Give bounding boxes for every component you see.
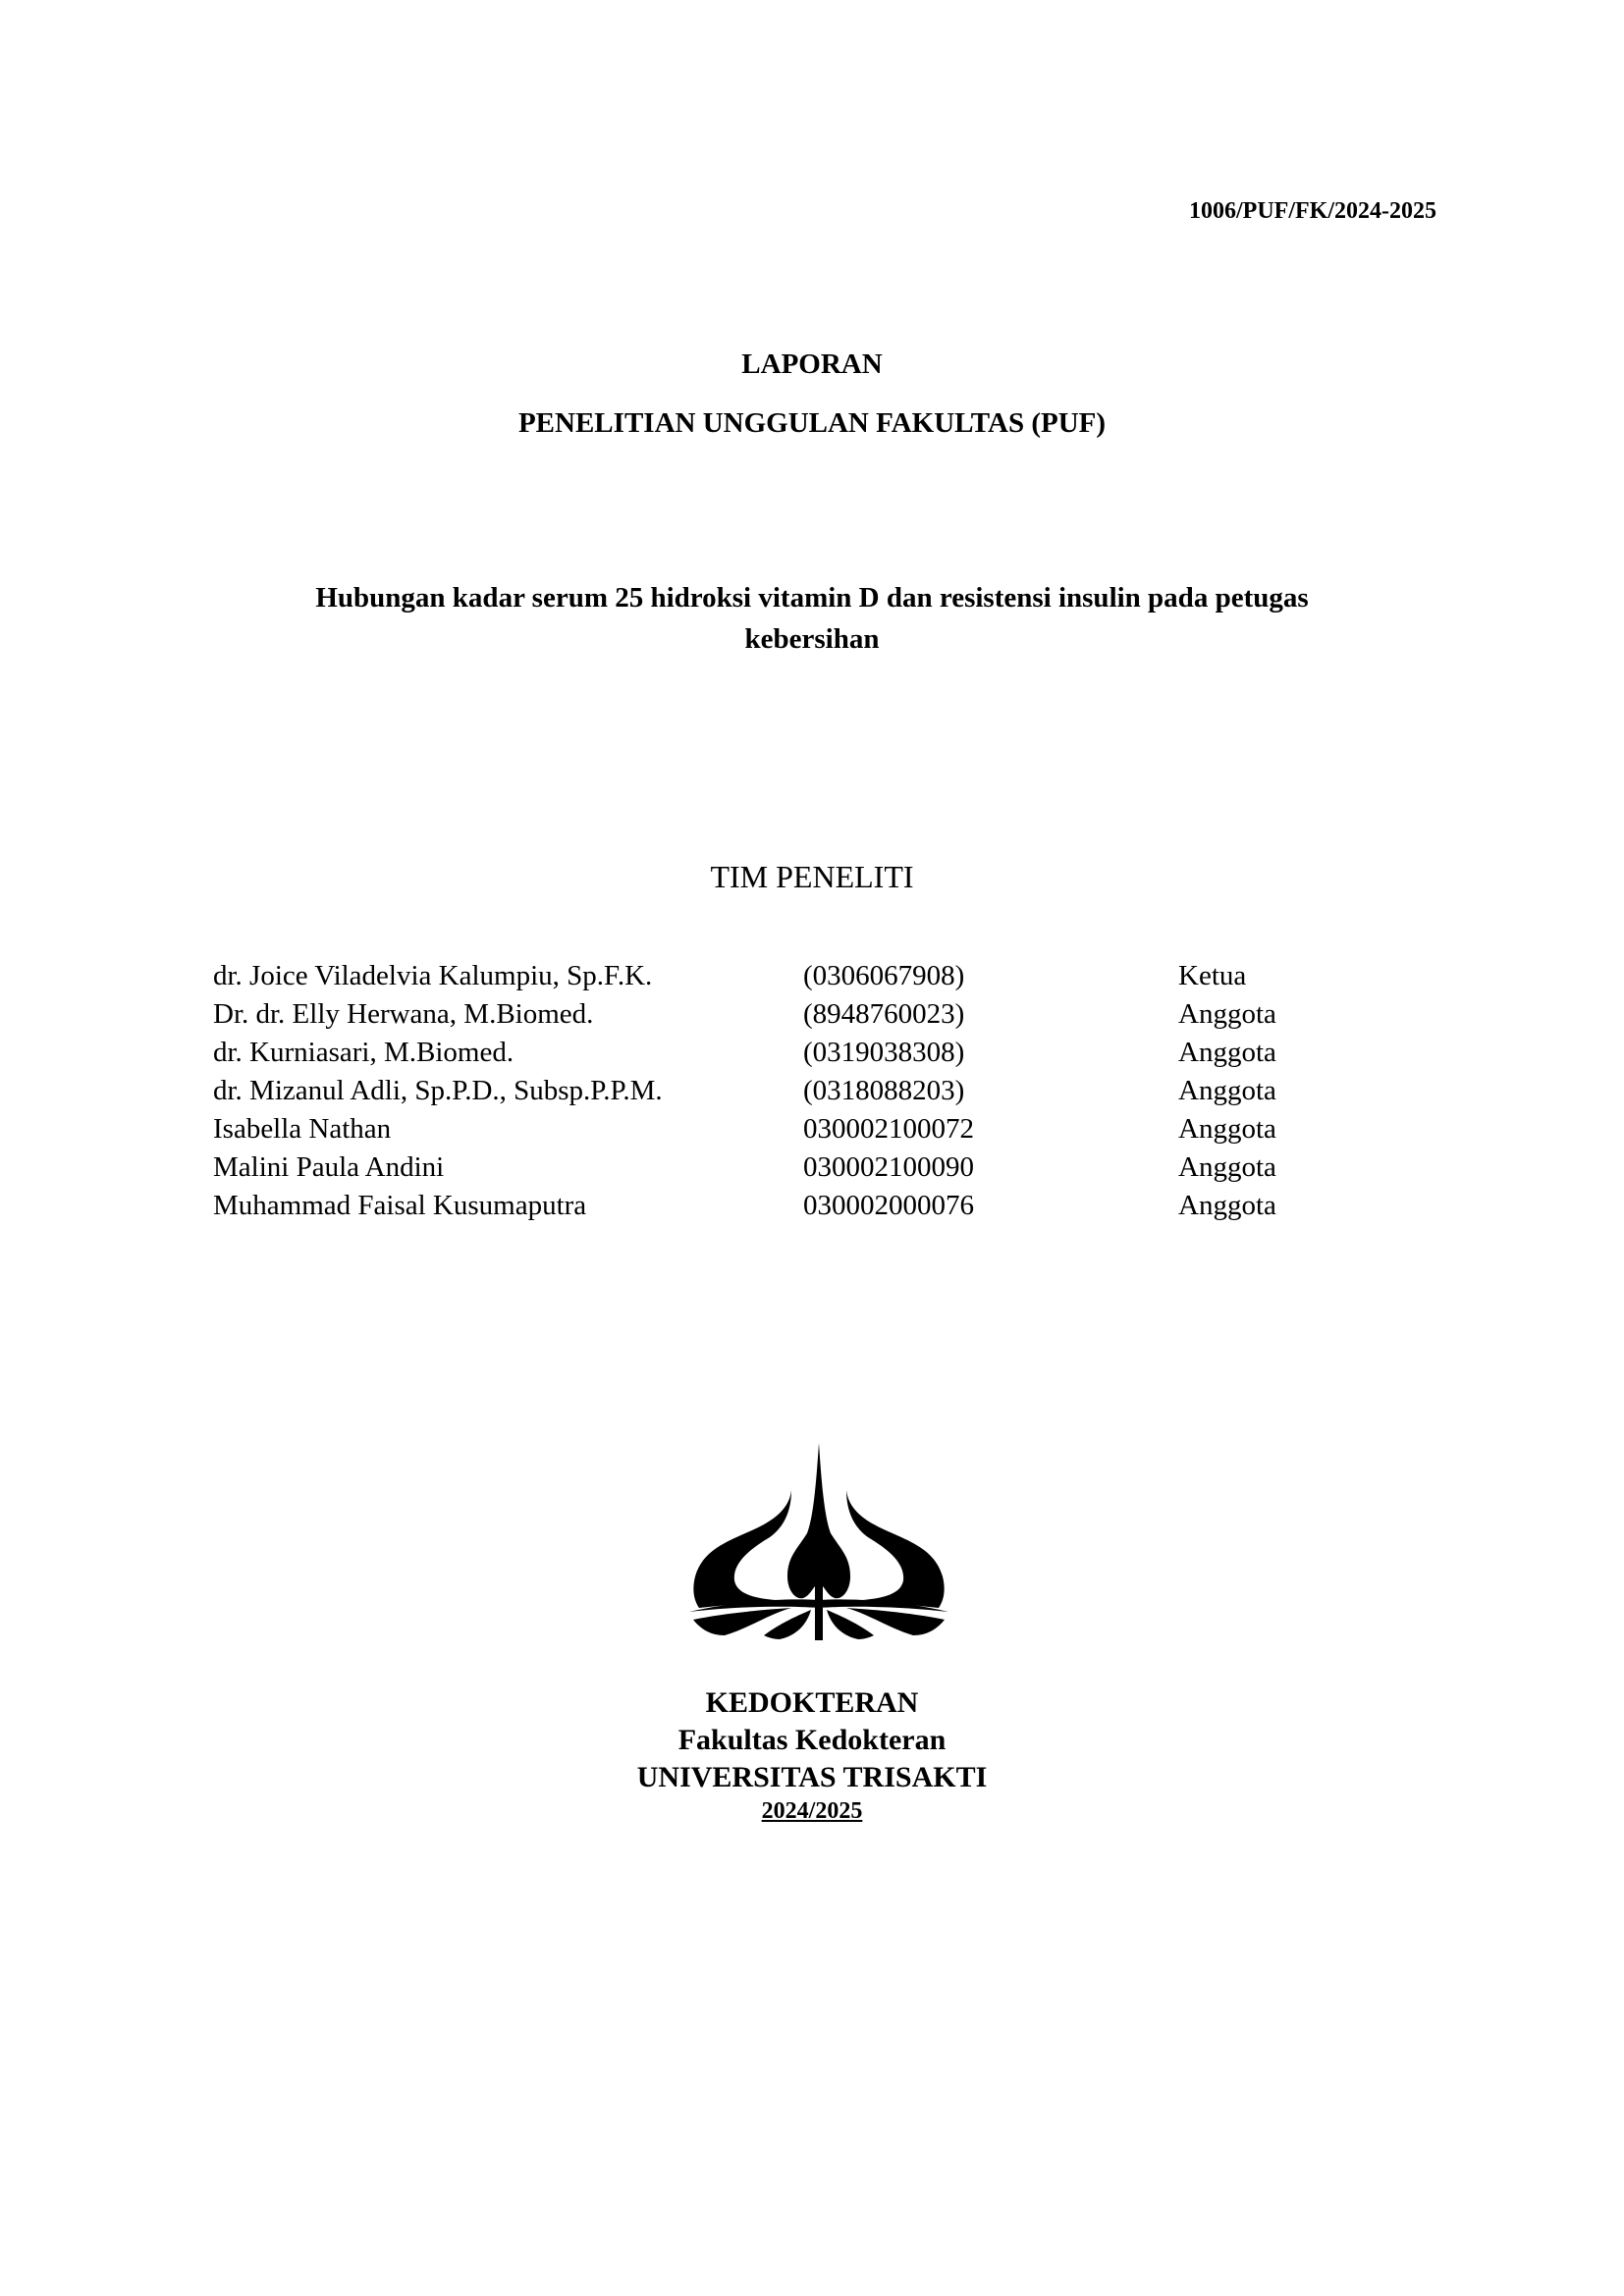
member-name: dr. Mizanul Adli, Sp.P.D., Subsp.P.P.M.: [213, 1075, 663, 1106]
member-name: Malini Paula Andini: [213, 1151, 445, 1183]
member-role: Anggota: [1178, 1113, 1276, 1145]
member-name: Muhammad Faisal Kusumaputra: [213, 1190, 587, 1221]
member-name: Dr. dr. Elly Herwana, M.Biomed.: [213, 998, 594, 1030]
team-row: [213, 1151, 1342, 1190]
university-emblem-icon: [681, 1439, 956, 1650]
member-id: 030002000076: [803, 1190, 974, 1221]
member-role: Anggota: [1178, 1190, 1276, 1221]
member-id: (0306067908): [803, 960, 965, 991]
team-row: [213, 960, 1342, 998]
member-name: dr. Joice Viladelvia Kalumpiu, Sp.F.K.: [213, 960, 653, 991]
team-heading: TIM PENELITI: [710, 859, 914, 894]
member-role: Anggota: [1178, 1075, 1276, 1106]
team-row: [213, 1075, 1342, 1113]
footer: [0, 1684, 1624, 1826]
member-id: 030002100090: [803, 1151, 974, 1183]
team-table: [213, 960, 1342, 1228]
footer-year: 2024/2025: [761, 1798, 863, 1824]
report-subtitle: PENELITIAN UNGGULAN FAKULTAS (PUF): [517, 407, 1107, 439]
research-title: [196, 577, 1428, 660]
member-name: Isabella Nathan: [213, 1113, 392, 1145]
footer-faculty: Fakultas Kedokteran: [677, 1724, 947, 1756]
team-row: [213, 998, 1342, 1037]
team-row: [213, 1037, 1342, 1075]
member-role: Anggota: [1178, 998, 1276, 1030]
member-name: dr. Kurniasari, M.Biomed.: [213, 1037, 514, 1068]
member-id: (0318088203): [803, 1075, 965, 1106]
member-role: Anggota: [1178, 1037, 1276, 1068]
member-id: (8948760023): [803, 998, 965, 1030]
team-row: [213, 1113, 1342, 1151]
research-title-line-2: kebersihan: [744, 623, 880, 655]
research-title-line-1: Hubungan kadar serum 25 hidroksi vitamin D dan resistensi insulin pada petugas: [315, 582, 1309, 614]
footer-department: KEDOKTERAN: [705, 1686, 919, 1719]
member-role: Ketua: [1178, 960, 1247, 991]
footer-university: UNIVERSITAS TRISAKTI: [636, 1761, 988, 1793]
member-id: 030002100072: [803, 1113, 974, 1145]
document-code: 1006/PUF/FK/2024-2025: [1189, 198, 1436, 224]
team-row: [213, 1190, 1342, 1228]
member-id: (0319038308): [803, 1037, 965, 1068]
report-label: LAPORAN: [741, 348, 883, 380]
member-role: Anggota: [1178, 1151, 1276, 1183]
